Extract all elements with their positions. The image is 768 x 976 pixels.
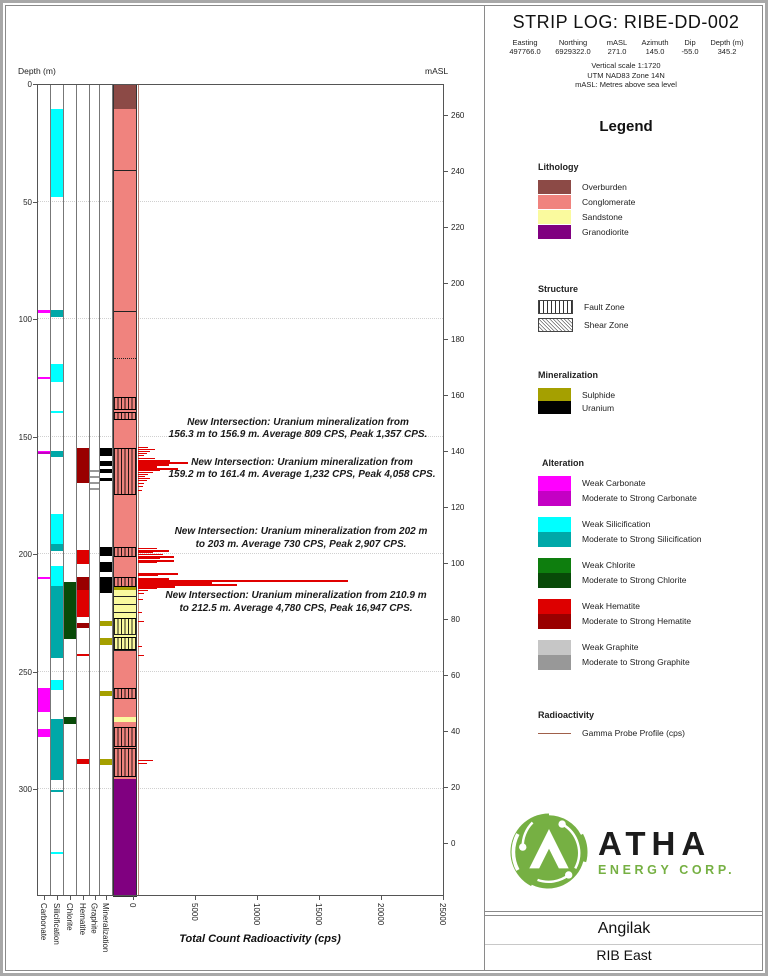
cps-tick — [257, 895, 258, 900]
gamma-spike — [138, 483, 144, 484]
plot-top-border — [37, 84, 443, 85]
masl-tick — [443, 395, 448, 396]
depth-tick — [33, 319, 37, 320]
track-tick — [44, 895, 45, 900]
masl-tick — [443, 843, 448, 844]
depth-tick — [33, 789, 37, 790]
mineralization-interval — [100, 691, 112, 696]
structure-items — [538, 300, 628, 336]
legend-section-lithology: Lithology — [538, 162, 579, 172]
carbonate-interval — [38, 577, 50, 579]
cps-tick-label: 25000 — [438, 903, 447, 926]
gamma-spike — [138, 621, 144, 622]
depth-tick-label: 200 — [18, 550, 32, 559]
radioactivity-axis — [37, 895, 443, 896]
gamma-spike — [138, 760, 153, 761]
depth-tick — [33, 554, 37, 555]
legend-item — [538, 640, 702, 670]
depth-tick-label: 250 — [18, 667, 32, 677]
graphite-interval — [90, 470, 99, 472]
alteration-labels — [582, 517, 702, 547]
depth-tick — [33, 437, 37, 438]
masl-tick-label: 180 — [451, 334, 465, 344]
hematite-interval — [77, 759, 89, 764]
strong-label: Moderate to Strong Chlorite — [582, 575, 687, 585]
carbonate-interval — [38, 729, 50, 737]
chlorite-interval — [64, 717, 76, 724]
footer-inner-line — [485, 944, 763, 945]
mineralization-interval — [100, 547, 112, 556]
track-tick — [95, 895, 96, 900]
collar-col-depth — [705, 38, 749, 56]
gamma-spike — [138, 763, 147, 764]
cps-tick — [133, 895, 134, 900]
intersection-annotation — [152, 417, 444, 442]
alteration-items — [538, 476, 702, 681]
lithology-items — [538, 180, 635, 240]
masl-axis-label: mASL — [425, 66, 449, 76]
masl-tick — [443, 339, 448, 340]
collar-col-easting — [503, 38, 547, 56]
graphite-interval — [90, 482, 99, 484]
legend-item-label: Shear Zone — [584, 320, 629, 330]
collar-header: mASL — [606, 38, 628, 47]
annotation-line: 156.3 m to 156.9 m. Average 809 CPS, Peak 1,357 CPS. — [168, 429, 428, 441]
depth-tick-label: 50 — [23, 197, 32, 207]
legend-item — [538, 300, 628, 314]
annotation-line: New Intersection: Uranium mineralization from — [191, 456, 413, 468]
depth-tick-label: 300 — [18, 785, 32, 794]
masl-tick-label: 80 — [451, 614, 460, 624]
legend-item — [538, 599, 702, 629]
mineralization-interval — [100, 461, 112, 466]
legend-item-label: Uranium — [582, 402, 615, 413]
logo-name: ATHA — [598, 825, 712, 862]
legend-item-label: Sandstone — [582, 212, 623, 222]
collar-value: 345.2 — [717, 47, 737, 56]
legend-item — [538, 225, 635, 239]
legend-item — [538, 195, 635, 209]
depth-gridline — [37, 553, 443, 554]
alteration-labels — [582, 476, 697, 506]
radioactivity-item — [538, 728, 685, 738]
gamma-spike — [138, 490, 142, 491]
silicification-interval — [51, 109, 63, 197]
legend-item — [538, 388, 615, 401]
silicification-interval — [51, 310, 63, 317]
weak-label: Weak Hematite — [582, 601, 640, 611]
note-scale: Vertical scale 1:1720 — [591, 61, 661, 70]
legend-item — [538, 210, 635, 224]
silicification-interval — [51, 544, 63, 551]
track-name-label: Chlorite — [65, 903, 74, 931]
collar-value: 145.0 — [645, 47, 665, 56]
masl-tick-label: 140 — [451, 446, 465, 456]
strong-swatch-half — [538, 532, 571, 547]
cps-tick — [381, 895, 382, 900]
silicification-interval — [51, 790, 63, 792]
masl-tick-label: 200 — [451, 278, 465, 288]
intersection-annotation — [157, 457, 447, 482]
footer-separator-2 — [485, 915, 763, 916]
masl-tick — [443, 675, 448, 676]
mineralization-items — [538, 388, 615, 414]
mineralization-interval — [100, 478, 112, 481]
legend-section-structure: Structure — [538, 284, 579, 294]
track-boundary-line — [50, 84, 51, 895]
masl-tick — [443, 507, 448, 508]
silicification-interval — [51, 566, 63, 586]
cps-tick-label: 5000 — [190, 903, 199, 921]
legend-title: Legend — [599, 118, 653, 135]
mineralization-interval — [100, 469, 112, 473]
collar-table — [503, 38, 749, 56]
strong-swatch-half — [538, 655, 571, 670]
mineralization-interval — [100, 577, 112, 593]
masl-tick-label: 40 — [451, 726, 460, 736]
masl-tick-label: 60 — [451, 670, 460, 680]
masl-tick-label: 120 — [451, 502, 465, 512]
depth-tick — [33, 672, 37, 673]
legend-item — [538, 318, 628, 332]
masl-tick — [443, 451, 448, 452]
strong-label: Moderate to Strong Hematite — [582, 616, 692, 626]
cps-tick — [319, 895, 320, 900]
hematite-interval — [77, 577, 89, 590]
track-boundary-line — [112, 84, 113, 895]
depth-tick — [33, 84, 37, 85]
collar-col-northing — [547, 38, 599, 56]
gamma-line-swatch — [538, 733, 571, 734]
gamma-spike — [138, 486, 143, 487]
silicification-interval — [51, 364, 63, 382]
track-name-label: Graphite — [89, 903, 99, 934]
gamma-spike — [138, 562, 157, 563]
silicification-interval — [51, 411, 63, 413]
weak-label: Weak Carbonate — [582, 478, 646, 488]
gamma-spike — [138, 646, 142, 647]
annotation-line: 159.2 m to 161.4 m. Average 1,232 CPS, Peak 4,058 CPS. — [168, 469, 436, 481]
masl-tick — [443, 227, 448, 228]
track-boundary-line — [63, 84, 64, 895]
cps-tick — [443, 895, 444, 900]
track-tick — [70, 895, 71, 900]
cps-tick-label: 10000 — [252, 903, 261, 926]
hematite-interval — [77, 550, 89, 564]
legend-item — [538, 476, 702, 506]
lithology-swatch — [538, 195, 571, 209]
masl-tick — [443, 731, 448, 732]
legend-item-label: Granodiorite — [582, 227, 629, 237]
masl-tick — [443, 283, 448, 284]
cps-tick-label: 15000 — [314, 903, 323, 926]
masl-tick-label: 100 — [451, 558, 465, 568]
structure-swatch — [538, 318, 573, 332]
mineralization-interval — [100, 448, 112, 456]
track-name-label: Carbonate — [39, 903, 48, 941]
annotation-line: to 203 m. Average 730 CPS, Peak 2,907 CPS. — [195, 538, 407, 550]
strong-swatch-half — [538, 491, 571, 506]
alteration-swatch — [538, 599, 571, 629]
gamma-spike — [138, 575, 158, 576]
depth-tick-label: 150 — [18, 432, 32, 442]
gamma-spike — [138, 655, 144, 656]
legend-item — [538, 401, 615, 414]
collar-header: Easting — [512, 38, 538, 47]
masl-tick-label: 220 — [451, 222, 465, 232]
strong-label: Moderate to Strong Graphite — [582, 657, 690, 667]
track-name-label: Silicification — [52, 903, 61, 945]
silicification-interval — [51, 451, 63, 457]
legend-item-label: Overburden — [582, 182, 627, 192]
cps-tick-label: 0 — [128, 903, 137, 908]
legend-section-mineralization: Mineralization — [538, 370, 599, 380]
depth-axis-label: Depth (m) — [18, 66, 56, 76]
mineralization-interval — [100, 759, 112, 765]
masl-tick — [443, 563, 448, 564]
gamma-spike — [138, 455, 144, 456]
legend-section-radioactivity: Radioactivity — [538, 710, 595, 720]
annotation-line: New Intersection: Uranium mineralization from 210.9 m — [165, 590, 427, 602]
note-masl: mASL: Metres above sea level — [575, 80, 677, 89]
legend-item-label: Conglomerate — [582, 197, 636, 207]
masl-tick-label: 160 — [451, 390, 465, 400]
annotation-line: New Intersection: Uranium mineralization from — [187, 416, 409, 428]
alteration-labels — [582, 599, 691, 629]
alteration-labels — [582, 640, 690, 670]
track-tick — [83, 895, 84, 900]
silicification-interval — [51, 852, 63, 854]
area-name: RIB East — [596, 947, 652, 963]
mineralization-swatch — [538, 388, 571, 401]
collar-value: 271.0 — [607, 47, 627, 56]
depth-tick-label: 100 — [18, 315, 32, 324]
carbonate-interval — [38, 452, 50, 454]
legend-item-label: Sulphide — [582, 389, 616, 400]
masl-tick — [443, 787, 448, 788]
carbonate-interval — [38, 310, 50, 313]
logo-subtitle: ENERGY CORP. — [598, 863, 736, 877]
alteration-labels — [582, 558, 686, 588]
collar-value: 6929322.0 — [555, 47, 591, 56]
weak-label: Weak Graphite — [582, 642, 639, 652]
gamma-line-label: Gamma Probe Profile (cps) — [582, 728, 685, 738]
graphite-interval — [90, 476, 99, 478]
legend-item — [538, 517, 702, 547]
track-name-label: Mineralization — [101, 903, 110, 953]
collar-col-azimuth — [635, 38, 675, 56]
radioactivity-axis-title: Total Count Radioactivity (cps) — [179, 933, 341, 945]
alteration-swatch — [538, 640, 571, 670]
collar-header: Northing — [558, 38, 588, 47]
track-tick — [106, 895, 107, 900]
depth-axis — [37, 84, 38, 895]
carbonate-interval — [38, 377, 50, 379]
depth-tick-label: 0 — [27, 80, 32, 89]
weak-label: Weak Chlorite — [582, 560, 636, 570]
intersection-annotation — [137, 590, 455, 615]
footer-separator — [485, 911, 763, 912]
track-boundary-line — [99, 84, 100, 895]
collar-header: Depth (m) — [710, 38, 744, 47]
silicification-interval — [51, 680, 63, 690]
collar-col-dip — [675, 38, 705, 56]
panel-divider — [484, 5, 485, 971]
masl-tick — [443, 619, 448, 620]
mineralization-swatch — [538, 401, 571, 414]
legend-item-label: Fault Zone — [584, 302, 625, 312]
track-boundary-line — [89, 84, 90, 895]
strong-swatch-half — [538, 614, 571, 629]
legend-item — [538, 180, 635, 194]
collar-value: 497766.0 — [509, 47, 541, 56]
masl-tick-label: 240 — [451, 166, 465, 176]
hematite-interval — [77, 654, 89, 656]
masl-axis — [443, 84, 444, 895]
collar-col-masl — [599, 38, 635, 56]
legend-section-alteration: Alteration — [542, 458, 585, 468]
lithology-swatch — [538, 210, 571, 224]
logo-text — [598, 827, 735, 877]
cps-tick — [195, 895, 196, 900]
annotation-line: New Intersection: Uranium mineralization from 202 m — [174, 526, 428, 538]
legend-item — [538, 558, 702, 588]
map-notes — [484, 61, 768, 90]
weak-swatch-half — [538, 517, 571, 532]
silicification-interval — [51, 514, 63, 544]
annotation-line: to 212.5 m. Average 4,780 CPS, Peak 16,947 CPS. — [179, 602, 413, 614]
lithology-swatch — [538, 180, 571, 194]
weak-swatch-half — [538, 599, 571, 614]
alteration-swatch — [538, 476, 571, 506]
graphite-interval — [90, 488, 99, 490]
track-tick — [57, 895, 58, 900]
cps-tick-label: 20000 — [376, 903, 385, 926]
collar-header: Dip — [684, 38, 696, 47]
collar-value: -55.0 — [681, 47, 699, 56]
mineralization-interval — [100, 621, 112, 626]
depth-gridline — [37, 201, 443, 202]
masl-tick-label: 0 — [451, 838, 456, 848]
masl-tick — [443, 171, 448, 172]
depth-gridline — [37, 318, 443, 319]
note-datum: UTM NAD83 Zone 14N — [587, 70, 665, 80]
carbonate-interval — [38, 688, 50, 712]
weak-swatch-half — [538, 558, 571, 573]
mineralization-interval — [100, 562, 112, 572]
atha-logo-icon — [508, 811, 590, 893]
page-title: STRIP LOG: RIBE-DD-002 — [512, 12, 740, 32]
mineralization-interval — [100, 638, 112, 645]
chlorite-interval — [64, 582, 76, 639]
weak-label: Weak Silicification — [582, 519, 651, 529]
hematite-interval — [77, 623, 89, 628]
depth-gridline — [37, 671, 443, 672]
weak-swatch-half — [538, 476, 571, 491]
silicification-interval — [51, 719, 63, 780]
track-boundary-line — [76, 84, 77, 895]
project-name: Angilak — [597, 920, 651, 937]
masl-tick — [443, 115, 448, 116]
lithology-column-border — [113, 84, 137, 897]
lithology-swatch — [538, 225, 571, 239]
collar-header: Azimuth — [641, 38, 669, 47]
alteration-swatch — [538, 517, 571, 547]
masl-tick-label: 20 — [451, 782, 460, 792]
silicification-interval — [51, 586, 63, 658]
company-logo — [508, 806, 754, 898]
depth-gridline — [37, 788, 443, 789]
hematite-interval — [77, 448, 89, 483]
depth-tick — [33, 202, 37, 203]
intersection-annotation — [142, 526, 460, 551]
strong-swatch-half — [538, 573, 571, 588]
masl-tick-label: 260 — [451, 110, 465, 120]
strong-label: Moderate to Strong Silicification — [582, 534, 702, 544]
weak-swatch-half — [538, 640, 571, 655]
hematite-interval — [77, 590, 89, 617]
structure-swatch — [538, 300, 573, 314]
strong-label: Moderate to Strong Carbonate — [582, 493, 697, 503]
gamma-spike — [138, 480, 147, 481]
track-name-label: Hematite — [78, 903, 87, 936]
alteration-swatch — [538, 558, 571, 588]
